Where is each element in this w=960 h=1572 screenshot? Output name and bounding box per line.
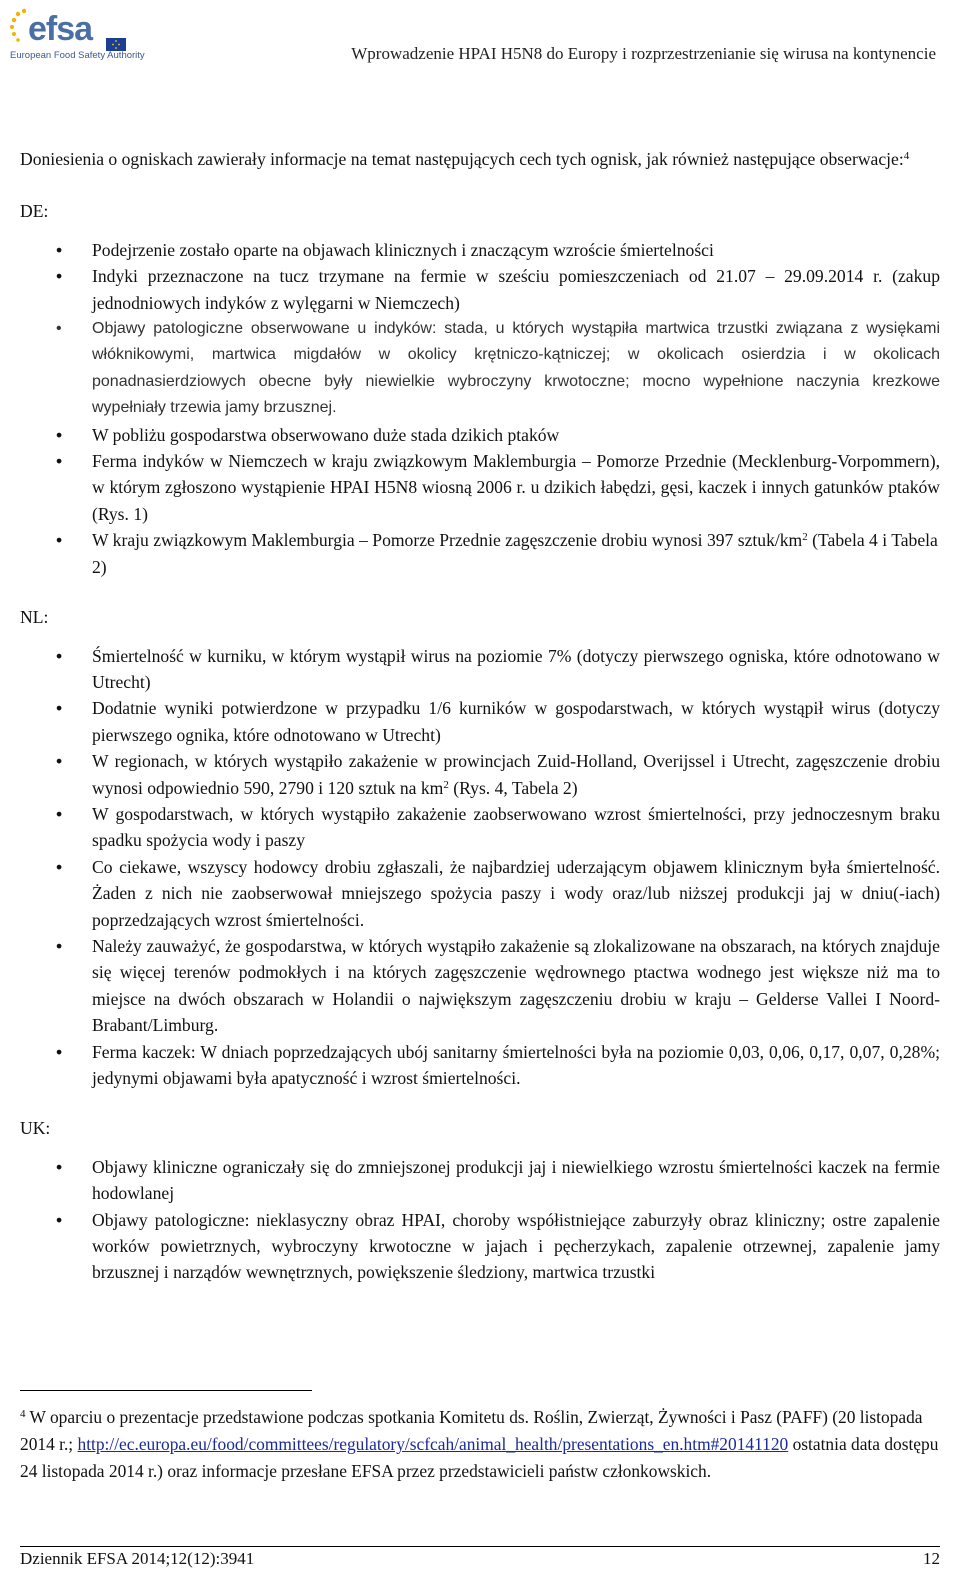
footnote-text-end: ostatnia data dostępu 24 listopada 2014 r.) oraz informacje przesłane EFSA przez przedstawicieli państw członkowskich. (20, 1434, 939, 1481)
superscript: 2 (802, 531, 808, 544)
list-item: • Ferma indyków w Niemczech w kraju związkowym Maklemburgia – Pomorze Przednie (Mecklenburg-Vorpommern), w którym zgłoszono wystąpienie HPAI H5N8 wiosną 2006 r. u dzikich łabędzi, gęsi, kaczek i innych gatunków ptaków (Rys. 1) (20, 448, 940, 527)
list-item: • Ferma kaczek: W dniach poprzedzających ubój sanitarny śmiertelności była na poziomie 0,03, 0,06, 0,17, 0,07, 0,28%; jedynymi objawami była apatyczność i wzrost śmiertelności. (20, 1039, 940, 1092)
list-item: • Objawy patologiczne: nieklasyczny obraz HPAI, choroby współistniejące zaburzyły obraz kliniczny; ostre zapalenie worków powietrznych, wybroczyny krwotoczne w jajach i pęcherzykach, zapalenie otrzewnej, zapalenie jamy brzusznej i narządów wewnętrznych, powiększenie śledziony, martwica trzustki (20, 1207, 940, 1286)
density-text: W regionach, w których wystąpiło zakażenie w prowincjach Zuid-Holland, Overijssel i Utrecht, zagęszczenie drobiu wynosi odpowiednio 590, 2790 i 120 sztuk na km (92, 751, 940, 798)
density-text: W kraju związkowym Maklemburgia – Pomorze Przednie zagęszczenie drobiu wynosi 397 sztuk/km (92, 530, 803, 551)
list-item: • Objawy patologiczne obserwowane u indyków: stada, u których wystąpiła martwica trzustki związana z wysiękami włóknikowymi, martwica migdałów w okolicy krętniczo-kątniczej; w okolicach osierdzia i w okolicach ponadnasierdziowych obecne były niewielkie wybroczyny krwotoczne; mocno wypełnione naczynia krezkowe wypełniały trzewia jamy brzusznej. (20, 316, 940, 422)
running-header-title: Wprowadzenie HPAI H5N8 do Europy i rozprzestrzenianie się wirusa na kontynencie (351, 44, 936, 63)
footnote-separator (20, 1390, 312, 1391)
footnote-number: 4 (20, 1408, 26, 1420)
density-text-end: (Tabela 4 i Tabela 2) (92, 530, 938, 577)
logo-subtitle: European Food Safety Authority (10, 50, 145, 61)
de-bullet-list (20, 237, 940, 580)
logo-wordmark: efsa (28, 10, 93, 48)
list-item: • Objawy kliniczne ograniczały się do zmniejszonej produkcji jaj i niewielkiego wzrostu śmiertelności kaczek na fermie hodowlanej (20, 1154, 940, 1207)
footnote-text: W oparciu o prezentacje przedstawione podczas spotkania Komitetu ds. Roślin, Zwierząt, Żywności i Pasz (PAFF) (20 listopada 2014 r.; (20, 1407, 923, 1454)
list-item: • W gospodarstwach, w których wystąpiło zakażenie zaobserwowano wzrost śmiertelności, przy jednoczesnym braku spadku spożycia wody i paszy (20, 801, 940, 854)
list-item: • Należy zauważyć, że gospodarstwa, w których wystąpiło zakażenie są zlokalizowane na obszarach, na których znajduje się więcej terenów podmokłych i na których zagęszczenie wędrownego ptactwa wodnego jest większe niż ma to miejsce na dwóch obszarach w Holandii o największym zagęszczeniu drobiu w kraju – Gelderse Vallei I Noord-Brabant/Limburg. (20, 933, 940, 1039)
density-text-end: (Rys. 4, Tabela 2) (448, 777, 578, 798)
page-header (0, 0, 960, 80)
list-item (20, 748, 940, 801)
intro-text: Doniesienia o ogniskach zawierały informacje na temat następujących cech tych ognisk, jak również następujące obserwacje: (20, 149, 904, 169)
list-item: • Dodatnie wyniki potwierdzone w przypadku 1/6 kurników w gospodarstwach, w których wystąpił wirus (dotyczy pierwszego ognika, które odnotowano w Utrecht) (20, 695, 940, 748)
footnote-ref[interactable]: 4 (903, 150, 910, 162)
section-label-uk: UK: (20, 1118, 51, 1139)
list-item: • Co ciekawe, wszyscy hodowcy drobiu zgłaszali, że najbardziej uderzającym objawem klinicznym była śmiertelność. Żaden z nich nie zaobserwował mniejszego spożycia paszy i wody oraz/lub niższej produkcji jaj w dniu(-iach) poprzedzających wzrost śmiertelności. (20, 854, 940, 933)
page-number: 12 (923, 1549, 940, 1568)
section-label-de: DE: (20, 201, 49, 222)
list-item: • W pobliżu gospodarstwa obserwowano duże stada dzikich ptaków (20, 422, 940, 448)
list-item: • Śmiertelność w kurniku, w którym wystąpił wirus na poziomie 7% (dotyczy pierwszego ogniska, które odnotowano w Utrecht) (20, 643, 940, 696)
footnote-link[interactable]: http://ec.europa.eu/food/committees/regulatory/scfcah/animal_health/presentations_en.htm#20141120 (77, 1434, 789, 1454)
nl-bullet-list (20, 643, 940, 1092)
section-label-nl: NL: (20, 607, 49, 628)
page-footer (20, 1546, 940, 1571)
list-item (20, 527, 940, 580)
efsa-logo (6, 6, 145, 68)
uk-bullet-list (20, 1154, 940, 1286)
list-item: • Podejrzenie zostało oparte na objawach klinicznych i znaczącym wzroście śmiertelności (20, 237, 940, 263)
document-body (20, 146, 940, 1286)
intro-paragraph (20, 146, 940, 172)
list-item: • Indyki przeznaczone na tucz trzymane na fermie w sześciu pomieszczeniach od 21.07 – 29.09.2014 r. (zakup jednodniowych indyków z wylęgarni w Niemczech) (20, 263, 940, 316)
journal-citation: Dziennik EFSA 2014;12(12):3941 (20, 1549, 255, 1568)
footnote (20, 1404, 956, 1485)
superscript: 2 (443, 778, 449, 791)
